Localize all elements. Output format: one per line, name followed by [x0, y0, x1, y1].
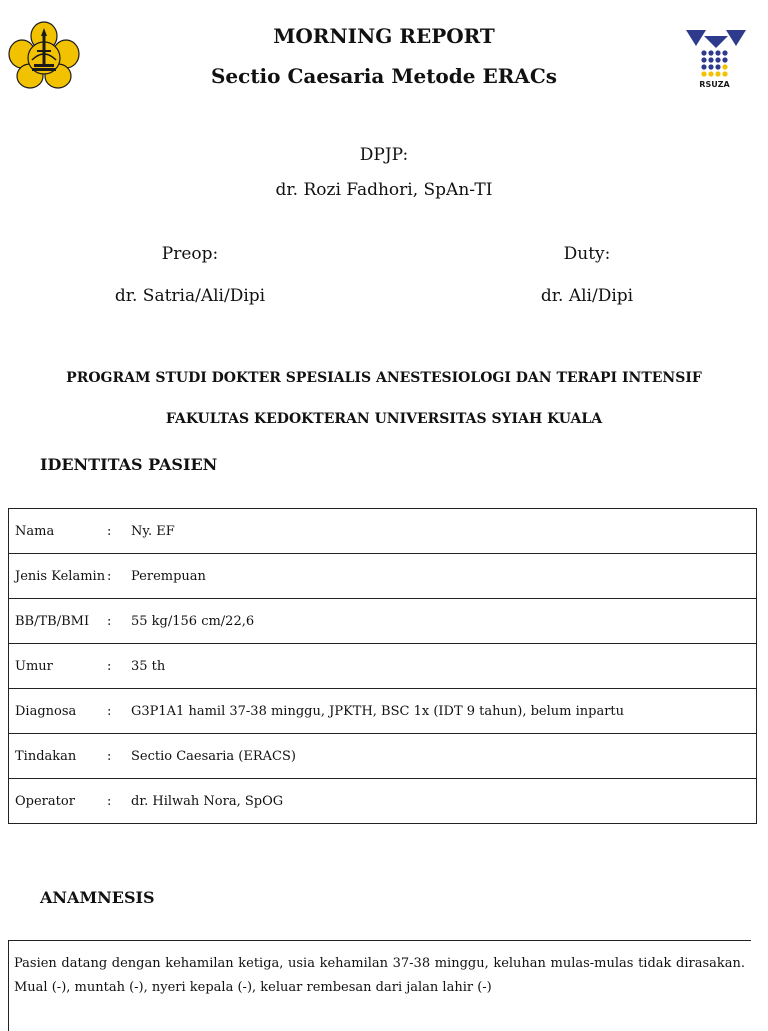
- table-row: [9, 689, 757, 734]
- identitas-title: IDENTITAS PASIEN: [40, 455, 218, 474]
- identitas-table: [8, 508, 757, 824]
- row-colon: :: [107, 644, 131, 689]
- dpjp-name: dr. Rozi Fadhori, SpAn-TI: [275, 180, 493, 200]
- report-title: MORNING REPORT: [273, 24, 495, 48]
- row-colon: :: [107, 599, 131, 644]
- table-row: [9, 779, 757, 824]
- row-value: dr. Hilwah Nora, SpOG: [131, 779, 757, 824]
- row-value: 55 kg/156 cm/22,6: [131, 599, 757, 644]
- row-value: Sectio Caesaria (ERACS): [131, 734, 757, 779]
- table-row: [9, 644, 757, 689]
- row-colon: :: [107, 509, 131, 554]
- duty-names: dr. Ali/Dipi: [540, 286, 634, 306]
- rsuza-logo-text: RSUZA: [699, 80, 730, 89]
- table-row: [9, 509, 757, 554]
- program-name: PROGRAM STUDI DOKTER SPESIALIS ANESTESIOLOGI DAN TERAPI INTENSIF: [66, 370, 702, 386]
- row-label: Tindakan: [9, 734, 108, 779]
- row-colon: :: [107, 779, 131, 824]
- row-value: 35 th: [131, 644, 757, 689]
- anamnesis-title: ANAMNESIS: [40, 888, 155, 907]
- row-label: Umur: [9, 644, 108, 689]
- row-label: Diagnosa: [9, 689, 108, 734]
- table-row: [9, 734, 757, 779]
- preop-names: dr. Satria/Ali/Dipi: [114, 286, 266, 306]
- table-row: [9, 554, 757, 599]
- row-label: Jenis Kelamin: [9, 554, 108, 599]
- anamnesis-text: Pasien datang dengan kehamilan ketiga, usia kehamilan 37-38 minggu, keluhan mulas-mulas tidak dirasakan. Mual (-), muntah (-), nyeri kepala (-), keluar rembesan dari jalan lahir (-): [14, 956, 745, 995]
- row-label: Nama: [9, 509, 108, 554]
- row-value: Ny. EF: [131, 509, 757, 554]
- row-value: G3P1A1 hamil 37-38 minggu, JPKTH, BSC 1x (IDT 9 tahun), belum inpartu: [131, 689, 757, 734]
- row-colon: :: [107, 689, 131, 734]
- preop-label: Preop:: [161, 244, 219, 264]
- row-colon: :: [107, 734, 131, 779]
- duty-label: Duty:: [563, 244, 611, 264]
- row-label: BB/TB/BMI: [9, 599, 108, 644]
- table-row: [9, 599, 757, 644]
- row-label: Operator: [9, 779, 108, 824]
- report-subtitle: Sectio Caesaria Metode ERACs: [210, 64, 558, 88]
- dpjp-label: DPJP:: [359, 145, 409, 165]
- faculty-name: FAKULTAS KEDOKTERAN UNIVERSITAS SYIAH KUALA: [165, 411, 603, 427]
- row-value: Perempuan: [131, 554, 757, 599]
- row-colon: :: [107, 554, 131, 599]
